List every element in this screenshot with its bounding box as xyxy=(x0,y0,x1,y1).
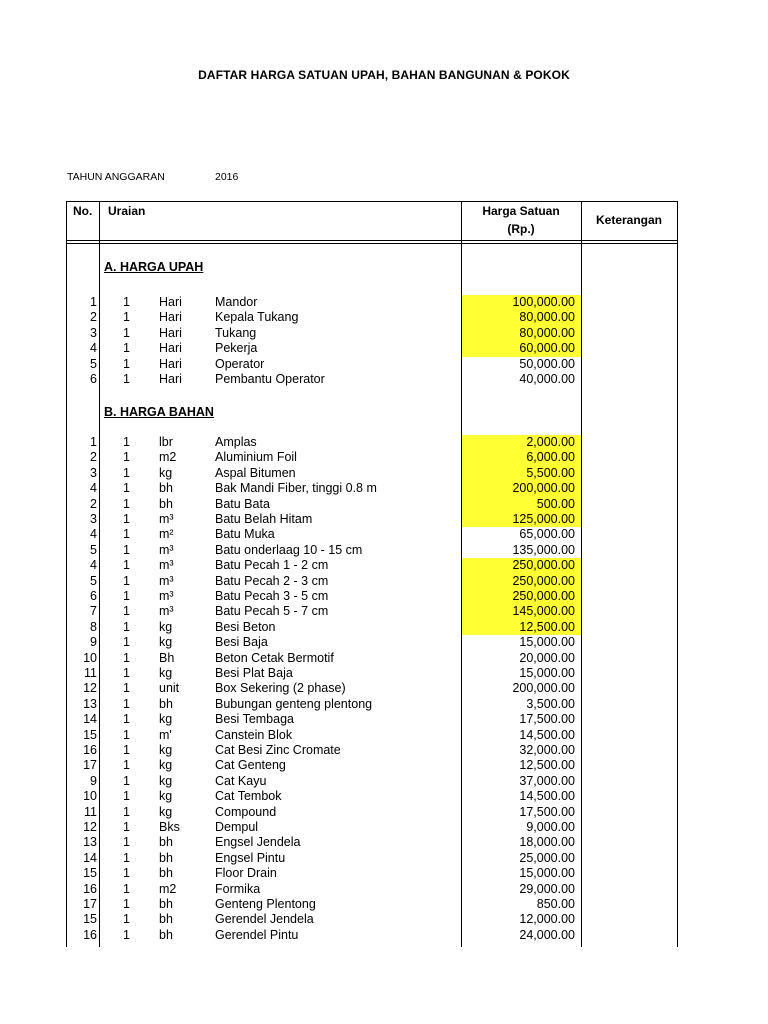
unit-price: 200,000.00 xyxy=(462,481,581,496)
item-name: Engsel Jendela xyxy=(215,835,301,850)
unit: bh xyxy=(159,850,173,865)
table-row xyxy=(67,820,677,835)
row-number: 17 xyxy=(83,758,97,773)
row-number: 3 xyxy=(90,325,97,340)
unit: bh xyxy=(159,927,173,942)
row-number: 4 xyxy=(90,558,97,573)
item-name: Batu onderlaag 10 - 15 cm xyxy=(215,542,363,557)
unit-price: 14,500.00 xyxy=(519,789,575,804)
unit-price: 250,000.00 xyxy=(462,574,581,589)
quantity: 1 xyxy=(123,927,130,942)
quantity: 1 xyxy=(123,727,130,742)
unit-price: 500.00 xyxy=(462,497,581,512)
unit: bh xyxy=(159,496,173,511)
header-harga-satuan: Harga Satuan xyxy=(482,204,560,218)
item-name: Batu Pecah 2 - 3 cm xyxy=(215,573,329,588)
row-number: 10 xyxy=(83,789,97,804)
unit: bh xyxy=(159,897,173,911)
quantity: 1 xyxy=(123,573,130,588)
item-name: Kepala Tukang xyxy=(215,310,299,325)
quantity: 1 xyxy=(123,481,130,496)
item-name: Besi Beton xyxy=(215,619,276,634)
row-number: 17 xyxy=(83,897,97,911)
quantity: 1 xyxy=(123,666,130,680)
table-row xyxy=(67,512,677,527)
row-number: 3 xyxy=(90,512,97,526)
row-number: 5 xyxy=(90,356,97,371)
tahun-anggaran-label: TAHUN ANGGARAN xyxy=(67,171,165,183)
item-name: Aluminium Foil xyxy=(215,450,297,465)
unit: unit xyxy=(159,681,180,696)
item-name: Cat Kayu xyxy=(215,773,267,788)
row-number: 2 xyxy=(90,310,97,325)
table-row xyxy=(67,295,677,310)
header-keterangan: Keterangan xyxy=(595,213,663,227)
quantity: 1 xyxy=(123,604,130,619)
quantity: 1 xyxy=(123,450,130,465)
item-name: Besi Plat Baja xyxy=(215,666,293,680)
table-row xyxy=(67,681,677,696)
row-number: 9 xyxy=(90,635,97,650)
row-number: 4 xyxy=(90,341,97,356)
item-name: Batu Pecah 5 - 7 cm xyxy=(215,604,329,619)
table-row xyxy=(67,527,677,542)
item-name: Box Sekering (2 phase) xyxy=(215,681,346,696)
unit: kg xyxy=(159,789,173,804)
quantity: 1 xyxy=(123,804,130,819)
unit-price: 145,000.00 xyxy=(462,604,581,619)
table-row xyxy=(67,620,677,635)
unit: bh xyxy=(159,696,173,711)
header-no: No. xyxy=(73,204,93,218)
unit-price: 200,000.00 xyxy=(512,681,575,696)
unit: kg xyxy=(159,465,173,480)
row-number: 13 xyxy=(83,696,97,711)
unit: kg xyxy=(159,635,173,650)
unit: m2 xyxy=(159,881,177,896)
row-number: 12 xyxy=(83,820,97,834)
unit: kg xyxy=(159,619,173,634)
table-row xyxy=(67,497,677,512)
unit-price: 15,000.00 xyxy=(519,635,575,650)
row-number: 4 xyxy=(90,481,97,496)
table-row xyxy=(67,835,677,850)
unit: kg xyxy=(159,743,173,757)
quantity: 1 xyxy=(123,356,130,371)
unit-price: 135,000.00 xyxy=(512,542,575,557)
section-harga-bahan: B. HARGA BAHAN xyxy=(104,405,214,419)
item-name: Operator xyxy=(215,356,265,371)
unit-price: 6,000.00 xyxy=(462,450,581,465)
unit: bh xyxy=(159,866,173,881)
table-row xyxy=(67,466,677,481)
row-number: 8 xyxy=(90,619,97,634)
quantity: 1 xyxy=(123,295,130,309)
table-row xyxy=(67,310,677,325)
unit-price: 24,000.00 xyxy=(519,927,575,942)
table-row xyxy=(67,666,677,681)
unit-price: 12,500.00 xyxy=(519,758,575,773)
item-name: Floor Drain xyxy=(215,866,277,881)
unit-price: 250,000.00 xyxy=(462,589,581,604)
unit: kg xyxy=(159,666,173,680)
section-harga-upah: A. HARGA UPAH xyxy=(104,260,204,274)
row-number: 5 xyxy=(90,542,97,557)
item-name: Compound xyxy=(215,804,277,819)
quantity: 1 xyxy=(123,496,130,511)
unit-price: 125,000.00 xyxy=(462,512,581,527)
item-name: Besi Tembaga xyxy=(215,712,294,727)
item-name: Genteng Plentong xyxy=(215,897,316,911)
row-number: 14 xyxy=(83,850,97,865)
item-name: Dempul xyxy=(215,820,259,834)
item-name: Cat Tembok xyxy=(215,789,282,804)
unit: bh xyxy=(159,912,173,927)
row-number: 16 xyxy=(83,927,97,942)
row-number: 5 xyxy=(90,573,97,588)
row-number: 15 xyxy=(83,866,97,881)
row-number: 16 xyxy=(83,881,97,896)
row-number: 9 xyxy=(90,773,97,788)
unit-price: 37,000.00 xyxy=(519,773,575,788)
table-row xyxy=(67,543,677,558)
table-row xyxy=(67,481,677,496)
unit-price: 14,500.00 xyxy=(519,727,575,742)
item-name: Pekerja xyxy=(215,341,258,356)
unit: Bh xyxy=(159,650,175,665)
unit: m³ xyxy=(159,512,174,526)
item-name: Cat Besi Zinc Cromate xyxy=(215,743,341,757)
unit: m' xyxy=(159,727,172,742)
quantity: 1 xyxy=(123,681,130,696)
quantity: 1 xyxy=(123,542,130,557)
unit-price: 18,000.00 xyxy=(519,835,575,850)
row-number: 13 xyxy=(83,835,97,850)
item-name: Beton Cetak Bermotif xyxy=(215,650,334,665)
unit-price: 250,000.00 xyxy=(462,558,581,573)
unit-price: 80,000.00 xyxy=(462,310,581,325)
table-row xyxy=(67,805,677,820)
quantity: 1 xyxy=(123,696,130,711)
quantity: 1 xyxy=(123,310,130,325)
unit-price: 15,000.00 xyxy=(519,666,575,680)
unit: Hari xyxy=(159,341,182,356)
unit-price: 2,000.00 xyxy=(462,435,581,450)
quantity: 1 xyxy=(123,341,130,356)
table-row xyxy=(67,712,677,727)
item-name: Amplas xyxy=(215,435,257,449)
table-row xyxy=(67,928,677,943)
table-row xyxy=(67,882,677,897)
table-row xyxy=(67,589,677,604)
unit-price: 20,000.00 xyxy=(519,650,575,665)
unit-price: 17,500.00 xyxy=(519,804,575,819)
unit: m³ xyxy=(159,573,174,588)
unit: m² xyxy=(159,527,174,542)
quantity: 1 xyxy=(123,465,130,480)
item-name: Gerendel Pintu xyxy=(215,927,299,942)
row-number: 1 xyxy=(90,435,97,449)
table-row xyxy=(67,743,677,758)
table-row xyxy=(67,341,677,356)
table-row xyxy=(67,789,677,804)
header-harga-unit: (Rp.) xyxy=(507,222,535,236)
item-name: Bubungan genteng plentong xyxy=(215,696,373,711)
row-number: 4 xyxy=(90,527,97,542)
unit-price: 65,000.00 xyxy=(519,527,575,542)
table-row xyxy=(67,574,677,589)
header-divider xyxy=(67,240,677,241)
quantity: 1 xyxy=(123,512,130,526)
unit: Hari xyxy=(159,295,182,309)
unit: kg xyxy=(159,758,173,773)
unit: kg xyxy=(159,804,173,819)
item-name: Batu Pecah 1 - 2 cm xyxy=(215,558,329,573)
quantity: 1 xyxy=(123,527,130,542)
row-number: 15 xyxy=(83,912,97,927)
unit-price: 9,000.00 xyxy=(526,820,575,834)
item-name: Tukang xyxy=(215,325,257,340)
item-name: Aspal Bitumen xyxy=(215,465,296,480)
quantity: 1 xyxy=(123,325,130,340)
unit-price: 40,000.00 xyxy=(519,372,575,386)
item-name: Engsel Pintu xyxy=(215,850,286,865)
header-uraian: Uraian xyxy=(108,204,146,218)
unit-price: 12,000.00 xyxy=(519,912,575,927)
table-row xyxy=(67,357,677,372)
table-row xyxy=(67,851,677,866)
item-name: Bak Mandi Fiber, tinggi 0.8 m xyxy=(215,481,377,496)
row-number: 2 xyxy=(90,450,97,465)
table-row xyxy=(67,604,677,619)
unit-price: 80,000.00 xyxy=(462,326,581,341)
unit: m³ xyxy=(159,604,174,619)
unit-price: 50,000.00 xyxy=(519,356,575,371)
unit: kg xyxy=(159,773,173,788)
header-divider xyxy=(67,243,677,244)
unit: kg xyxy=(159,712,173,727)
row-number: 10 xyxy=(83,650,97,665)
item-name: Cat Genteng xyxy=(215,758,286,773)
unit: Bks xyxy=(159,820,180,834)
quantity: 1 xyxy=(123,835,130,850)
row-number: 3 xyxy=(90,465,97,480)
quantity: 1 xyxy=(123,773,130,788)
quantity: 1 xyxy=(123,650,130,665)
table-row xyxy=(67,758,677,773)
row-number: 11 xyxy=(84,804,97,819)
item-name: Batu Belah Hitam xyxy=(215,512,313,526)
table-row xyxy=(67,912,677,927)
unit: Hari xyxy=(159,310,182,325)
table-row xyxy=(67,435,677,450)
row-number: 6 xyxy=(90,589,97,603)
table-row xyxy=(67,558,677,573)
quantity: 1 xyxy=(123,881,130,896)
quantity: 1 xyxy=(123,589,130,603)
item-name: Besi Baja xyxy=(215,635,268,650)
item-name: Gerendel Jendela xyxy=(215,912,314,927)
row-number: 6 xyxy=(90,372,97,386)
row-number: 15 xyxy=(83,727,97,742)
quantity: 1 xyxy=(123,866,130,881)
row-number: 14 xyxy=(83,712,97,727)
quantity: 1 xyxy=(123,558,130,573)
unit-price: 15,000.00 xyxy=(519,866,575,881)
unit-price: 5,500.00 xyxy=(462,466,581,481)
unit-price: 850.00 xyxy=(536,897,575,911)
document-title: DAFTAR HARGA SATUAN UPAH, BAHAN BANGUNAN & POKOK xyxy=(198,68,570,82)
unit: bh xyxy=(159,835,173,850)
unit-price: 17,500.00 xyxy=(519,712,575,727)
item-name: Canstein Blok xyxy=(215,727,293,742)
row-number: 1 xyxy=(90,295,97,309)
quantity: 1 xyxy=(123,789,130,804)
unit: bh xyxy=(159,481,173,496)
table-row xyxy=(67,897,677,912)
unit: lbr xyxy=(159,435,173,449)
unit-price: 29,000.00 xyxy=(519,881,575,896)
item-name: Batu Pecah 3 - 5 cm xyxy=(215,589,329,603)
tahun-anggaran-value: 2016 xyxy=(215,171,239,183)
quantity: 1 xyxy=(123,897,130,911)
unit: m³ xyxy=(159,589,174,603)
quantity: 1 xyxy=(123,712,130,727)
table-row xyxy=(67,450,677,465)
quantity: 1 xyxy=(123,619,130,634)
row-number: 2 xyxy=(90,496,97,511)
unit: Hari xyxy=(159,372,182,386)
item-name: Mandor xyxy=(215,295,258,309)
item-name: Batu Muka xyxy=(215,527,275,542)
quantity: 1 xyxy=(123,743,130,757)
table-row xyxy=(67,774,677,789)
unit: Hari xyxy=(159,356,182,371)
unit: m2 xyxy=(159,450,177,465)
quantity: 1 xyxy=(123,435,130,449)
item-name: Batu Bata xyxy=(215,496,270,511)
table-row xyxy=(67,651,677,666)
item-name: Formika xyxy=(215,881,261,896)
table-row xyxy=(67,866,677,881)
row-number: 11 xyxy=(84,666,97,680)
row-number: 16 xyxy=(83,743,97,757)
row-number: 12 xyxy=(83,681,97,696)
quantity: 1 xyxy=(123,635,130,650)
quantity: 1 xyxy=(123,758,130,773)
price-table xyxy=(66,201,678,947)
unit: Hari xyxy=(159,325,182,340)
table-row xyxy=(67,728,677,743)
unit-price: 32,000.00 xyxy=(519,743,575,757)
quantity: 1 xyxy=(123,850,130,865)
table-row xyxy=(67,326,677,341)
item-name: Pembantu Operator xyxy=(215,372,325,386)
unit: m³ xyxy=(159,558,174,573)
unit-price: 25,000.00 xyxy=(519,850,575,865)
table-row xyxy=(67,635,677,650)
table-row xyxy=(67,697,677,712)
quantity: 1 xyxy=(123,912,130,927)
unit-price: 12,500.00 xyxy=(462,620,581,635)
quantity: 1 xyxy=(123,372,130,386)
row-number: 7 xyxy=(90,604,97,619)
unit-price: 100,000.00 xyxy=(462,295,581,310)
table-row xyxy=(67,372,677,387)
unit-price: 60,000.00 xyxy=(462,341,581,356)
quantity: 1 xyxy=(123,820,130,834)
unit: m³ xyxy=(159,542,174,557)
unit-price: 3,500.00 xyxy=(526,696,575,711)
